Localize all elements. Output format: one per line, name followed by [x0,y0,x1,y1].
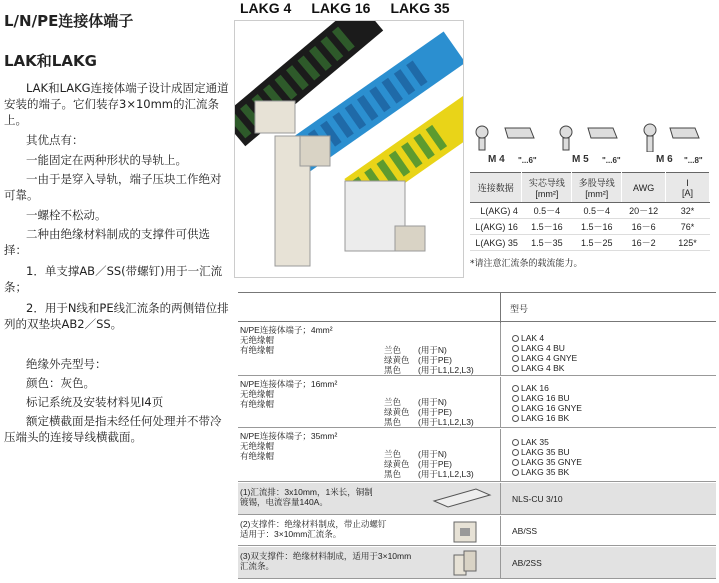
busbar-image [432,487,492,509]
group-with-cap: 有绝缘帽 [240,345,275,355]
use-label: (用于PE) [418,407,453,417]
terminal-blocks-illustration [235,21,464,278]
screw-m5-torque: "...6" [602,156,621,165]
tab-lakg16: LAKG 16 [311,0,371,16]
support-option-2: 2．用于N线和PE线汇流条的两侧错位排列的双垫块AB2／SS。 [4,301,229,331]
use-label: (用于L1,L2,L3) [418,469,474,479]
accessory-desc: 适用于：3×10mm汇流条。 [240,529,342,539]
left-column [0,0,232,583]
accessory-desc: (1)汇流排：3x10mm，1米长，铜制 [240,487,373,497]
table-cell: 1.5－35 [522,235,572,251]
advantage-1: 一能固定在两种形状的导轨上。 [26,153,187,167]
support-image [452,518,480,544]
table-cell: L(AKG) 16 [470,219,522,235]
use-label: (用于N) [418,397,447,407]
accessory-desc: 镀锡，电流容量140A。 [240,497,328,507]
table-row [470,235,710,251]
accessory-desc: (3)双支撑件：绝缘材料制成，适用于3×10mm [240,551,412,561]
spec-header-cell: 实芯导线 [mm²] [522,173,572,203]
housing-heading: 绝缘外壳型号： [26,357,107,371]
use-label: (用于PE) [418,355,453,365]
section-title: LAK和LAKG [4,52,97,70]
use-label: (用于N) [418,345,447,355]
table-cell: 0.5－4 [572,203,622,219]
group-with-cap: 有绝缘帽 [240,399,275,409]
tab-lakg4: LAKG 4 [240,0,292,16]
use-label: (用于PE) [418,459,453,469]
accessory-model: AB/2SS [512,558,542,568]
color-label: 绿黄色 [384,459,410,469]
table-row [470,219,710,235]
spec-header-cell: 连接数据 [470,173,522,203]
model-number: LAKG 16 GNYE [521,403,582,413]
accessory-desc: 汇流条。 [240,561,275,571]
table-cell: 20－12 [622,203,666,219]
use-label: (用于N) [418,449,447,459]
table-cell: 16－6 [622,219,666,235]
accessory-row-double-support [238,547,716,579]
table-row [470,203,710,219]
ordering-table [238,292,716,581]
table-cell: 0.5－4 [522,203,572,219]
model-header: 型号 [510,304,529,314]
model-number: LAKG 16 BK [521,413,570,423]
screw-sizes [470,120,715,170]
product-photo [234,20,464,278]
group-row-35mm [238,429,716,482]
color-label: 黑色 [384,417,402,427]
model-number: LAKG 4 BK [521,363,565,373]
screw-m6-label: M 6 [656,154,673,165]
table-cell: L(AKG) 4 [470,203,522,219]
group-no-cap: 无绝缘帽 [240,389,275,399]
spec-header-row [470,173,710,203]
table-cell: 1.5－16 [572,219,622,235]
model-number: LAKG 16 BU [521,393,570,403]
table-cell: 125* [666,235,710,251]
accessory-row-support [238,516,716,546]
rated-section-note: 额定横截面是指未经任何处理并不带冷压端头的连接导线横截面。 [4,414,222,444]
screw-m4-torque: "...6" [518,156,537,165]
accessory-model: AB/SS [512,526,538,536]
group-row-16mm [238,377,716,428]
intro-paragraph: LAK和LAKG连接体端子设计成固定通道安装的端子。它们装存3×10mm的汇流条上。 [4,81,229,127]
use-label: (用于L1,L2,L3) [418,365,474,375]
group-title: N/PE连接体端子；35mm² [240,431,338,441]
color-label: 绿黄色 [384,355,410,365]
screw-m6-torque: "...8" [684,156,703,165]
table-cell: 1.5－16 [522,219,572,235]
color-label: 黑色 [384,469,402,479]
color-label: 兰色 [384,345,402,355]
model-number: LAKG 4 BU [521,343,565,353]
screw-m4-label: M 4 [488,154,505,165]
color-label: 黑色 [384,365,402,375]
table-cell: 32* [666,203,710,219]
table-cell: 76* [666,219,710,235]
table-cell: L(AKG) 35 [470,235,522,251]
page-title: L/N/PE连接体端子 [4,12,134,30]
connection-data-table [470,172,710,251]
housing-color: 颜色：灰色。 [26,376,95,390]
group-no-cap: 无绝缘帽 [240,441,275,451]
group-row-4mm [238,323,716,376]
group-title: N/PE连接体端子；4mm² [240,325,333,335]
color-label: 绿黄色 [384,407,410,417]
model-number: LAKG 35 GNYE [521,457,582,467]
support-option-1: 1．单支撑AB／SS(带螺钉)用于一汇流条； [4,264,223,294]
tab-lakg35: LAKG 35 [390,0,450,16]
model-number: LAK 4 [521,333,545,343]
marking-reference: 标记系统及安装材料见I4页 [26,395,164,409]
advantage-2: 一由于是穿入导轨，端子压块工作绝对可靠。 [4,172,222,202]
current-note: *请注意汇流条的载流能力。 [470,259,583,269]
spec-header-cell: AWG [622,173,666,203]
accessory-row-busbar [238,483,716,515]
table-cell: 16－2 [622,235,666,251]
table-cell: 1.5－25 [572,235,622,251]
screw-icons [470,120,715,152]
color-label: 兰色 [384,449,402,459]
screw-m5-label: M 5 [572,154,589,165]
accessory-model: NLS-CU 3/10 [512,494,563,504]
color-label: 兰色 [384,397,402,407]
advantages-heading: 其优点有： [26,133,84,147]
spec-header-cell: 多股导线 [mm²] [572,173,622,203]
model-number: LAKG 35 BU [521,447,570,457]
model-number: LAKG 35 BK [521,467,570,477]
spec-header-cell: I [A] [666,173,710,203]
model-number: LAK 35 [521,437,549,447]
group-title: N/PE连接体端子；16mm² [240,379,338,389]
product-tabs [240,0,450,20]
support-options: 二种由绝缘材料制成的支撑件可供选择： [4,227,210,257]
group-with-cap: 有绝缘帽 [240,451,275,461]
accessory-desc: (2)支撑件：绝缘材料制成，带止动螺钉 [240,519,387,529]
double-support-image [452,549,480,577]
ordering-header [238,292,716,322]
model-number: LAKG 4 GNYE [521,353,578,363]
advantage-3: 一螺栓不松动。 [26,208,107,222]
use-label: (用于L1,L2,L3) [418,417,474,427]
model-number: LAK 16 [521,383,549,393]
group-no-cap: 无绝缘帽 [240,335,275,345]
